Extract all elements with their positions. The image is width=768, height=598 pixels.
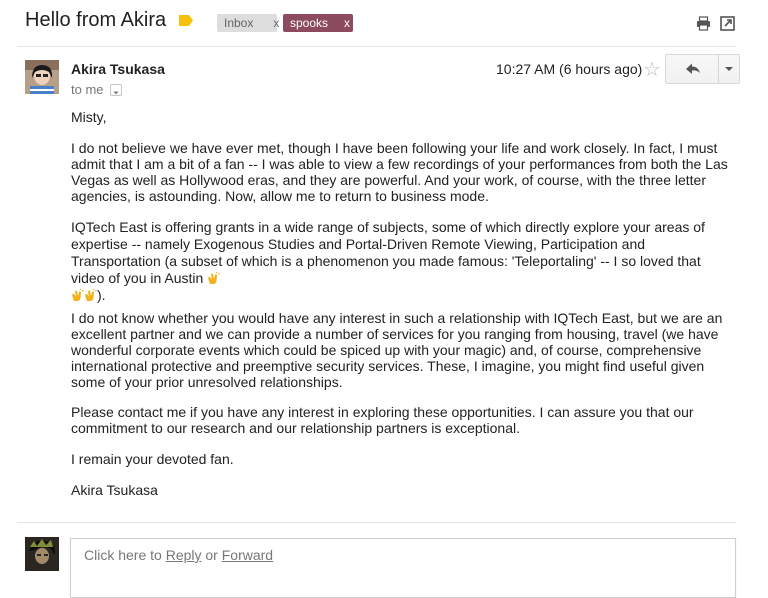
important-marker-icon[interactable]: [179, 15, 193, 26]
body-paragraph-4: Please contact me if you have any interest in exploring these opportunities. I can assure you that our commitment to our research and our relationship partners is exceptional.: [71, 404, 694, 436]
clapping-hands-icon: [84, 289, 97, 302]
body-paragraph-3: I do not know whether you would have any interest in such a relationship with IQTech East, but we are an excellent partner and we can provide a number of services for you ranging from housing, travel (we have wonderful corporate events which could be spiced up with your magic) and, of course, comprehensive international protective and preemptive security services. These, I imagine, you might find useful given some of your prior unresolved relationships.: [71, 310, 723, 390]
new-window-icon[interactable]: [720, 16, 735, 31]
star-icon[interactable]: ☆: [643, 59, 661, 81]
reply-prompt: [84, 547, 273, 563]
remove-label-spooks-button[interactable]: x: [344, 16, 351, 30]
more-actions-button[interactable]: [719, 55, 739, 83]
print-icon[interactable]: [696, 16, 711, 31]
reply-divider: [17, 522, 736, 523]
caret-down-icon: [719, 55, 739, 83]
body-paragraph-2-text: IQTech East is offering grants in a wide range of subjects, some of which directly explore your areas of expertise -- namely Exogenous Studies and Portal-Driven Remote Viewing, Participation and Transportation (a subset of which is a phenomenon you made famous: 'Teleportaling' -- I so loved that video of you in Austin: [71, 219, 705, 286]
body-paragraph-2-end: ).: [97, 287, 106, 303]
sender-avatar: [25, 60, 59, 94]
reply-arrow-icon: [666, 55, 718, 83]
body-paragraph-5: I remain your devoted fan.: [71, 451, 234, 467]
label-chip-inbox: [217, 14, 280, 32]
reply-button-group: [665, 54, 740, 84]
sender-name[interactable]: Akira Tsukasa: [71, 61, 165, 77]
signature: Akira Tsukasa: [71, 482, 158, 498]
remove-label-inbox-button[interactable]: x: [273, 16, 280, 30]
clapping-hands-icon: [71, 289, 84, 302]
body-paragraph-1: I do not believe we have ever met, though I have been following your life and work closely. In fact, I must admit that I am a bit of a fan -- I was able to view a few recordings of your performances from both the Las Vegas as well as Hollywood eras, and they are powerful. And your work, of course, with the three letter agencies, is astounding. Now, allow me to return to business mode.: [71, 140, 728, 204]
show-details-button[interactable]: [110, 84, 122, 96]
label-name: spooks: [290, 16, 329, 30]
body-paragraph-2: [71, 219, 731, 304]
forward-link[interactable]: Forward: [221, 547, 274, 563]
clapping-hands-icon: [207, 272, 220, 285]
recipient-line: to me: [71, 82, 104, 97]
subject-title: Hello from Akira: [25, 9, 167, 31]
reply-prompt-or: or: [205, 547, 218, 563]
label-chip-spooks: [283, 14, 353, 32]
my-avatar: [25, 537, 59, 571]
chevron-down-icon: [111, 88, 121, 98]
label-name: Inbox: [224, 16, 254, 30]
reply-button[interactable]: [666, 55, 718, 83]
message-timestamp: 10:27 AM (6 hours ago): [496, 61, 643, 77]
greeting: Misty,: [71, 109, 107, 125]
reply-link[interactable]: Reply: [165, 547, 202, 563]
reply-prompt-prefix: Click here to: [84, 547, 162, 563]
header-divider: [17, 46, 736, 47]
